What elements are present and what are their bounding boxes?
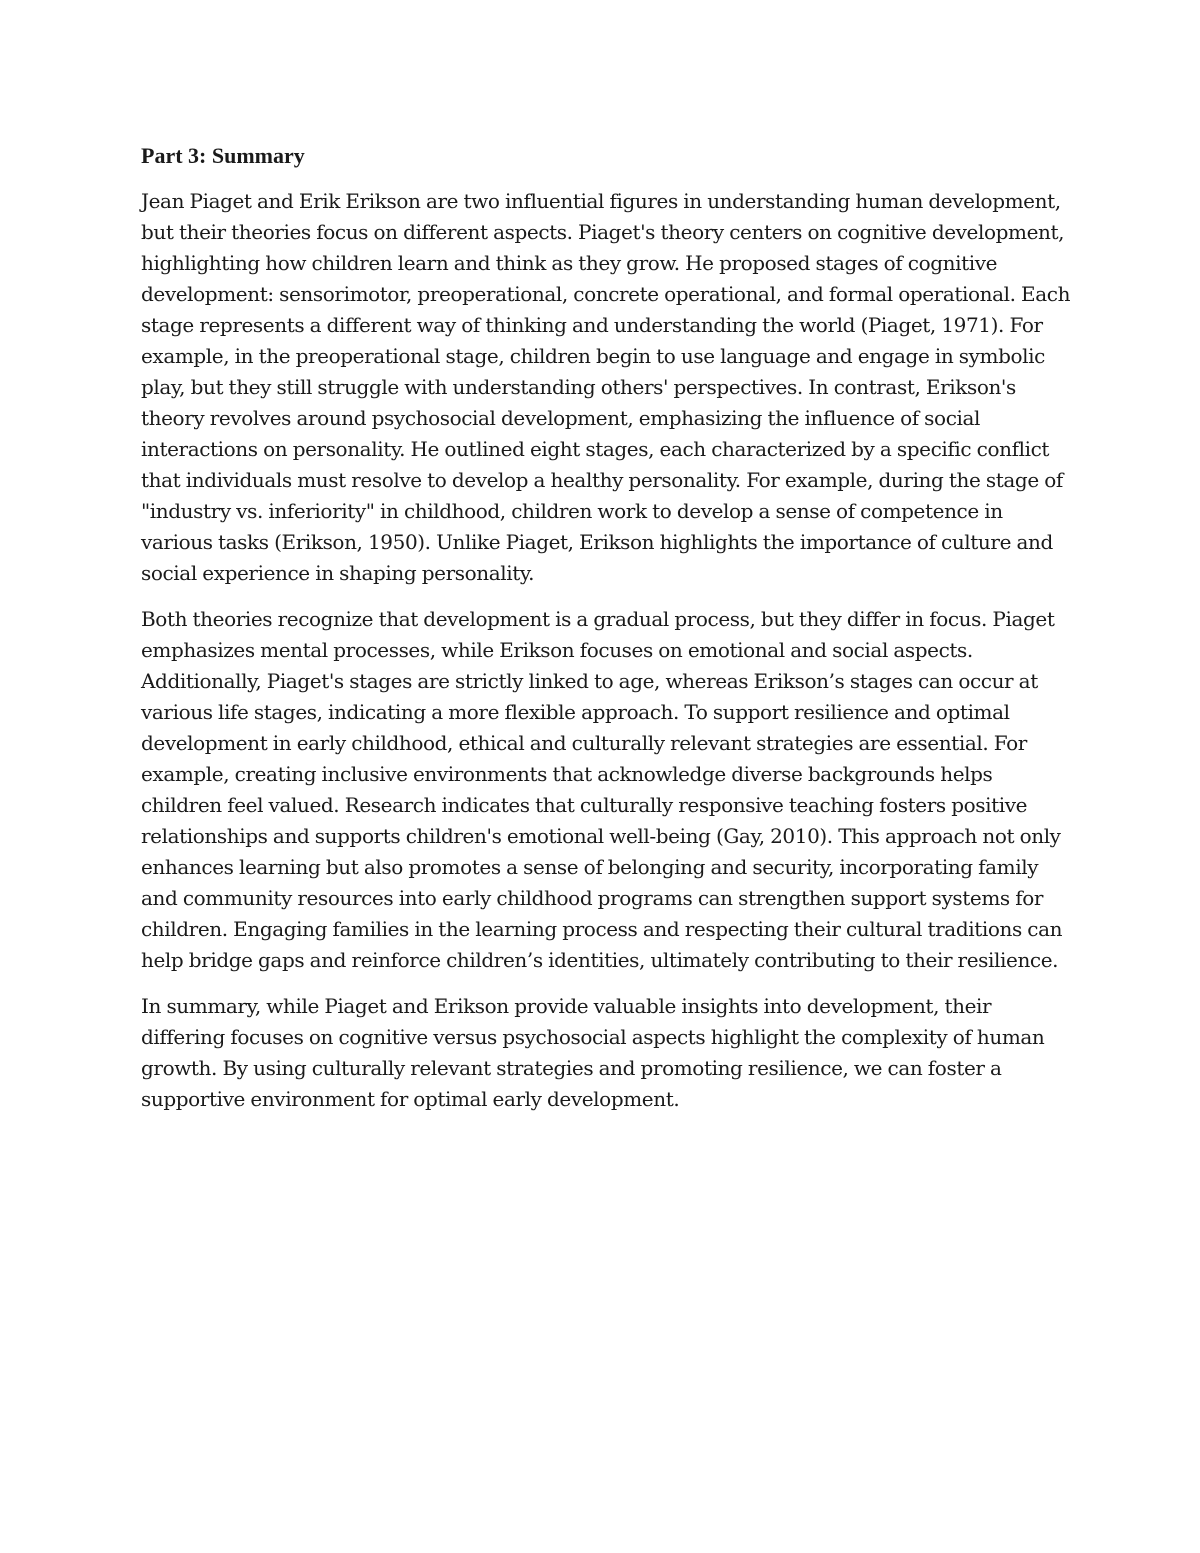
section-heading: Part 3: Summary [141,143,305,168]
document-body [141,140,1071,1130]
paragraph-theories-overview: Jean Piaget and Erik Erikson are two influential figures in understanding human development, but their theories focus on different aspects. Piaget's theory centers on cognitive development, highlighting how children learn and think as they grow. He proposed stages of cognitive development: sensorimotor, preoperational, concrete operational, and formal operational. Each stage represents a different way of thinking and understanding the world (Piaget, 1971). For example, in the preoperational stage, children begin to use language and engage in symbolic play, but they still struggle with understanding others' perspectives. In contrast, Erikson's theory revolves around psychosocial development, emphasizing the influence of social interactions on personality. He outlined eight stages, each characterized by a specific conflict that individuals must resolve to develop a healthy personality. For example, during the stage of "industry vs. inferiority" in childhood, children work to develop a sense of competence in various tasks (Erikson, 1950). Unlike Piaget, Erikson highlights the importance of culture and social experience in shaping personality. [141,189,1071,585]
paragraph-conclusion: In summary, while Piaget and Erikson provide valuable insights into development, their differing focuses on cognitive versus psychosocial aspects highlight the complexity of human growth. By using culturally relevant strategies and promoting resilience, we can foster a supportive environment for optimal early development. [141,994,1045,1111]
paragraph-comparison-strategies: Both theories recognize that development is a gradual process, but they differ in focus. Piaget emphasizes mental processes, while Erikson focuses on emotional and social aspects. Additionally, Piaget's stages are strictly linked to age, whereas Erikson’s stages can occur at various life stages, indicating a more flexible approach. To support resilience and optimal development in early childhood, ethical and culturally relevant strategies are essential. For example, creating inclusive environments that acknowledge diverse backgrounds helps children feel valued. Research indicates that culturally responsive teaching fosters positive relationships and supports children's emotional well-being (Gay, 2010). This approach not only enhances learning but also promotes a sense of belonging and security, incorporating family and community resources into early childhood programs can strengthen support systems for children. Engaging families in the learning process and respecting their cultural traditions can help bridge gaps and reinforce children’s identities, ultimately contributing to their resilience. [141,607,1063,972]
